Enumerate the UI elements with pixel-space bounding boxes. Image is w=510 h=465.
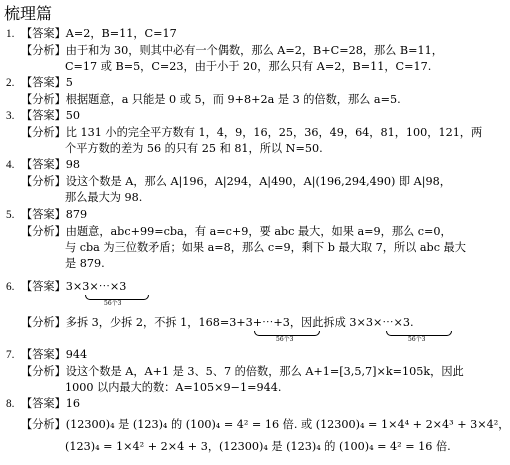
analysis-line: C=17 或 B=5，C=23，由于小于 20，那么只有 A=2，B=11，C=17. — [65, 60, 432, 73]
analysis-line: 【分析】设这个数是 A，A+1 是 3、5、7 的倍数，那么 A+1=[3,5,7]×k=105k，因此 — [21, 365, 464, 378]
analysis-line: (123)₄ = 1×4² + 2×4 + 3，(12300)₄ 是 (123)₄ 的 (100)₄ = 4² = 16 倍. — [65, 440, 451, 453]
item-number: 1. — [6, 28, 15, 40]
answer-line: 【答案】5 — [21, 76, 73, 89]
page-title: 梳理篇 — [4, 4, 53, 23]
analysis-line: 【分析】由于和为 30，则其中必有一个偶数，那么 A=2，B+C=28，那么 B=11， — [21, 44, 443, 57]
answer-line: 【答案】16 — [21, 397, 80, 410]
analysis-line: 1000 以内最大的数：A=105×9−1=944. — [65, 381, 282, 394]
analysis-line: 【分析】比 131 小的完全平方数有 1，4，9，16，25，36，49，64，81，100，121，两 — [21, 126, 483, 139]
item-number: 6. — [6, 281, 15, 293]
answer-line: 【答案】98 — [21, 158, 80, 171]
analysis-line: 那么最大为 98. — [65, 191, 143, 204]
analysis-line: 【分析】设这个数是 A，那么 A|196，A|294，A|490，A|(196,294,490) 即 A|98， — [21, 175, 451, 188]
item-number: 5. — [6, 209, 15, 221]
analysis-line: 个平方数的差为 56 的只有 25 和 81，所以 N=50. — [65, 142, 323, 155]
answer-line: 【答案】944 — [21, 348, 88, 361]
analysis-line: 是 879. — [65, 257, 105, 270]
item-number: 8. — [6, 398, 15, 410]
answer-line: 【答案】3×3×⋯×3 — [21, 280, 127, 293]
analysis-line: 与 cba 为三位数矛盾；如果 a=8，那么 c=9，剩下 b 最大取 7，所以 abc 最大 — [65, 241, 466, 254]
brace-label: 56个3 — [104, 300, 122, 307]
item-number: 2. — [6, 77, 15, 89]
analysis-line: 【分析】多拆 3，少拆 2，不拆 1，168=3+3+⋯+3，因此拆成 3×3×⋯×3. — [21, 316, 414, 329]
analysis-line: 【分析】由题意，abc+99=cba，有 a=c+9，要 abc 最大，如果 a=9，那么 c=0， — [21, 225, 452, 238]
brace-label: 56个3 — [408, 336, 426, 343]
item-number: 3. — [6, 110, 15, 122]
item-number: 4. — [6, 159, 15, 171]
analysis-line: 【分析】(12300)₄ 是 (123)₄ 的 (100)₄ = 4² = 16 倍. 或 (12300)₄ = 1×4⁴ + 2×4³ + 3×4²， — [21, 418, 510, 431]
item-number: 7. — [6, 349, 15, 361]
answer-line: 【答案】50 — [21, 109, 80, 122]
answer-line: 【答案】879 — [21, 208, 88, 221]
analysis-line: 【分析】根据题意，a 只能是 0 或 5，而 9+8+2a 是 3 的倍数，那么 a=5. — [21, 93, 401, 106]
answer-line: 【答案】A=2，B=11，C=17 — [21, 27, 177, 40]
brace-label: 56个3 — [276, 336, 294, 343]
